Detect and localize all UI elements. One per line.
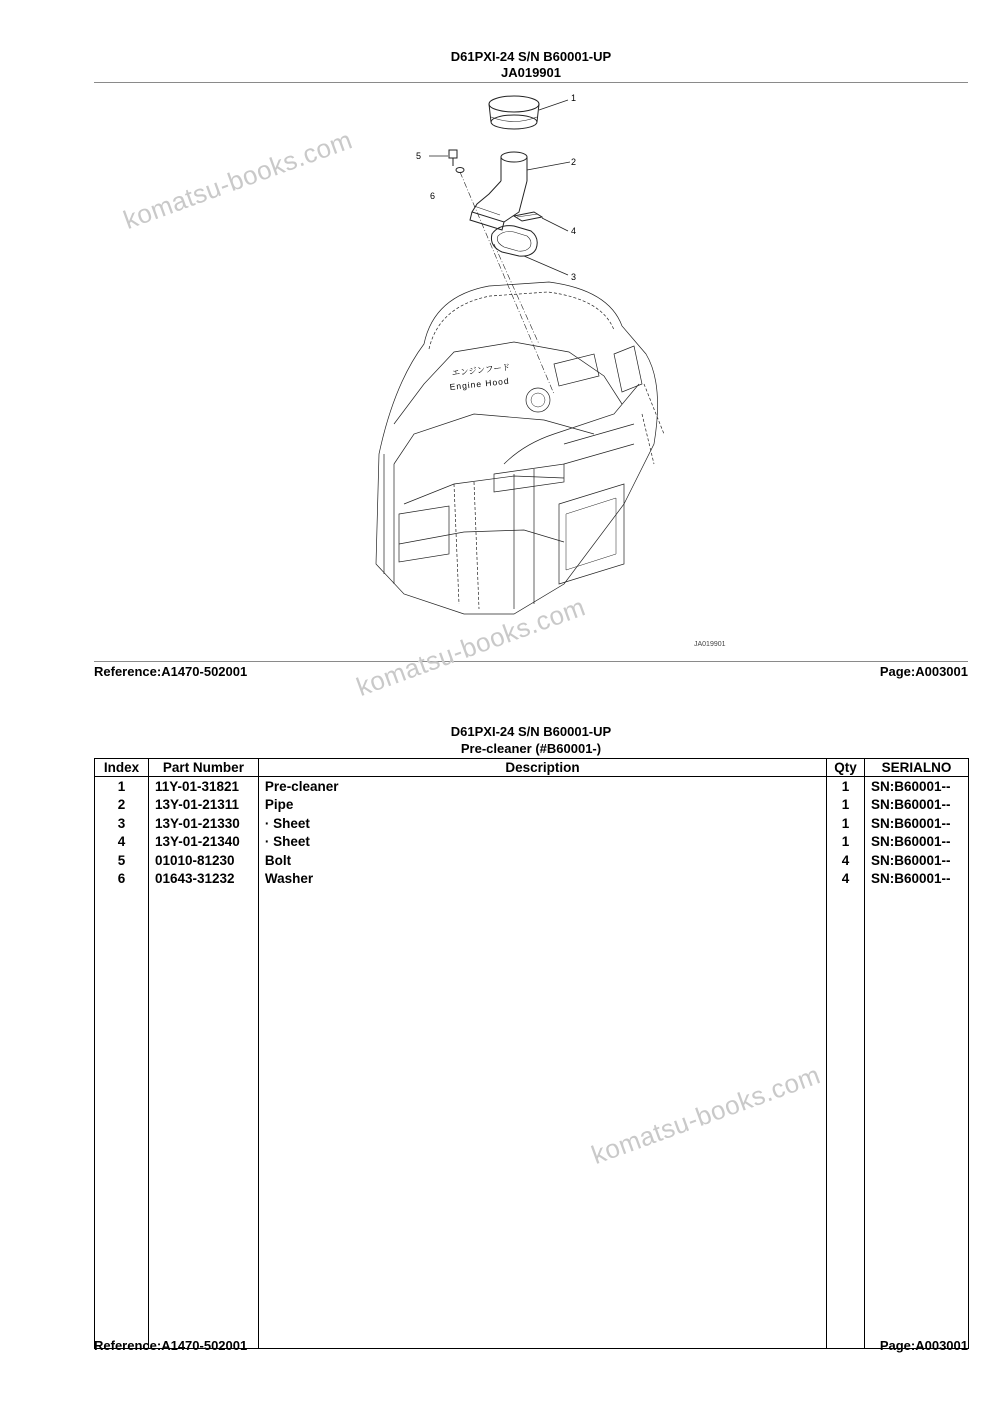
row-index: 3	[95, 814, 149, 833]
engine-hood-drawing	[376, 282, 664, 614]
row-index: 2	[95, 796, 149, 815]
sheet-gasket-drawing	[491, 226, 537, 256]
bottom-page-number: Page:A003001	[879, 1338, 968, 1353]
row-serialno: SN:B60001--	[864, 833, 968, 852]
header-index: Index	[95, 759, 149, 777]
row-qty: 1	[827, 814, 865, 833]
row-serialno: SN:B60001--	[864, 796, 968, 815]
row-description: Pre-cleaner	[258, 777, 826, 796]
table-row	[95, 833, 969, 852]
diagram-page-title: D61PXI-24 S/N B60001-UP	[450, 49, 612, 64]
watermark: komatsu-books.com	[119, 124, 357, 236]
bolt-drawing	[449, 150, 457, 166]
row-qty: 1	[827, 777, 865, 796]
table-row	[95, 870, 969, 889]
callout-6: 6	[430, 191, 436, 201]
header-serialno: SERIALNO	[864, 759, 968, 777]
row-qty: 1	[827, 796, 865, 815]
table-row	[95, 814, 969, 833]
callout-5: 5	[416, 151, 422, 161]
row-serialno: SN:B60001--	[864, 814, 968, 833]
table-row	[95, 796, 969, 815]
table-row	[95, 851, 969, 870]
table-row	[95, 777, 969, 796]
parts-list-title: D61PXI-24 S/N B60001-UP	[450, 724, 612, 739]
top-footer-divider	[94, 661, 968, 662]
header-part-number: Part Number	[148, 759, 258, 777]
hood-label: Engine Hood	[449, 375, 511, 392]
row-qty: 4	[827, 851, 865, 870]
washer-drawing	[456, 168, 464, 173]
bottom-reference: Reference:A1470-502001	[94, 1338, 248, 1353]
parts-table	[94, 758, 969, 1349]
top-reference: Reference:A1470-502001	[94, 664, 248, 679]
row-index: 1	[95, 777, 149, 796]
parts-list-subtitle: Pre-cleaner (#B60001-)	[460, 741, 602, 756]
header-divider	[94, 82, 968, 83]
row-description: · Sheet	[258, 814, 826, 833]
row-part-number: 13Y-01-21330	[148, 814, 258, 833]
callout-3: 3	[571, 272, 577, 282]
pre-cleaner-drawing	[489, 96, 539, 129]
header-description: Description	[258, 759, 826, 777]
row-part-number: 01010-81230	[148, 851, 258, 870]
hood-label-japanese: エンジンフード	[451, 361, 511, 378]
sheet-small-drawing	[514, 212, 542, 221]
row-part-number: 11Y-01-31821	[148, 777, 258, 796]
row-index: 6	[95, 870, 149, 889]
watermark: komatsu-books.com	[587, 1059, 825, 1171]
row-description: Bolt	[258, 851, 826, 870]
row-part-number: 01643-31232	[148, 870, 258, 889]
row-part-number: 13Y-01-21340	[148, 833, 258, 852]
callout-2: 2	[571, 157, 577, 167]
drawing-code-small: JA019901	[694, 641, 726, 648]
row-part-number: 13Y-01-21311	[148, 796, 258, 815]
callout-4: 4	[571, 226, 577, 236]
row-index: 5	[95, 851, 149, 870]
row-qty: 1	[827, 833, 865, 852]
row-serialno: SN:B60001--	[864, 851, 968, 870]
row-serialno: SN:B60001--	[864, 870, 968, 889]
table-header-row	[95, 759, 969, 777]
watermark: komatsu-books.com	[352, 591, 590, 703]
table-empty-space	[95, 888, 969, 1349]
header-qty: Qty	[827, 759, 865, 777]
row-serialno: SN:B60001--	[864, 777, 968, 796]
callout-1: 1	[571, 93, 577, 103]
row-index: 4	[95, 833, 149, 852]
diagram-code: JA019901	[501, 65, 561, 80]
row-qty: 4	[827, 870, 865, 889]
top-page-number: Page:A003001	[879, 664, 968, 679]
row-description: Pipe	[258, 796, 826, 815]
row-description: · Sheet	[258, 833, 826, 852]
row-description: Washer	[258, 870, 826, 889]
